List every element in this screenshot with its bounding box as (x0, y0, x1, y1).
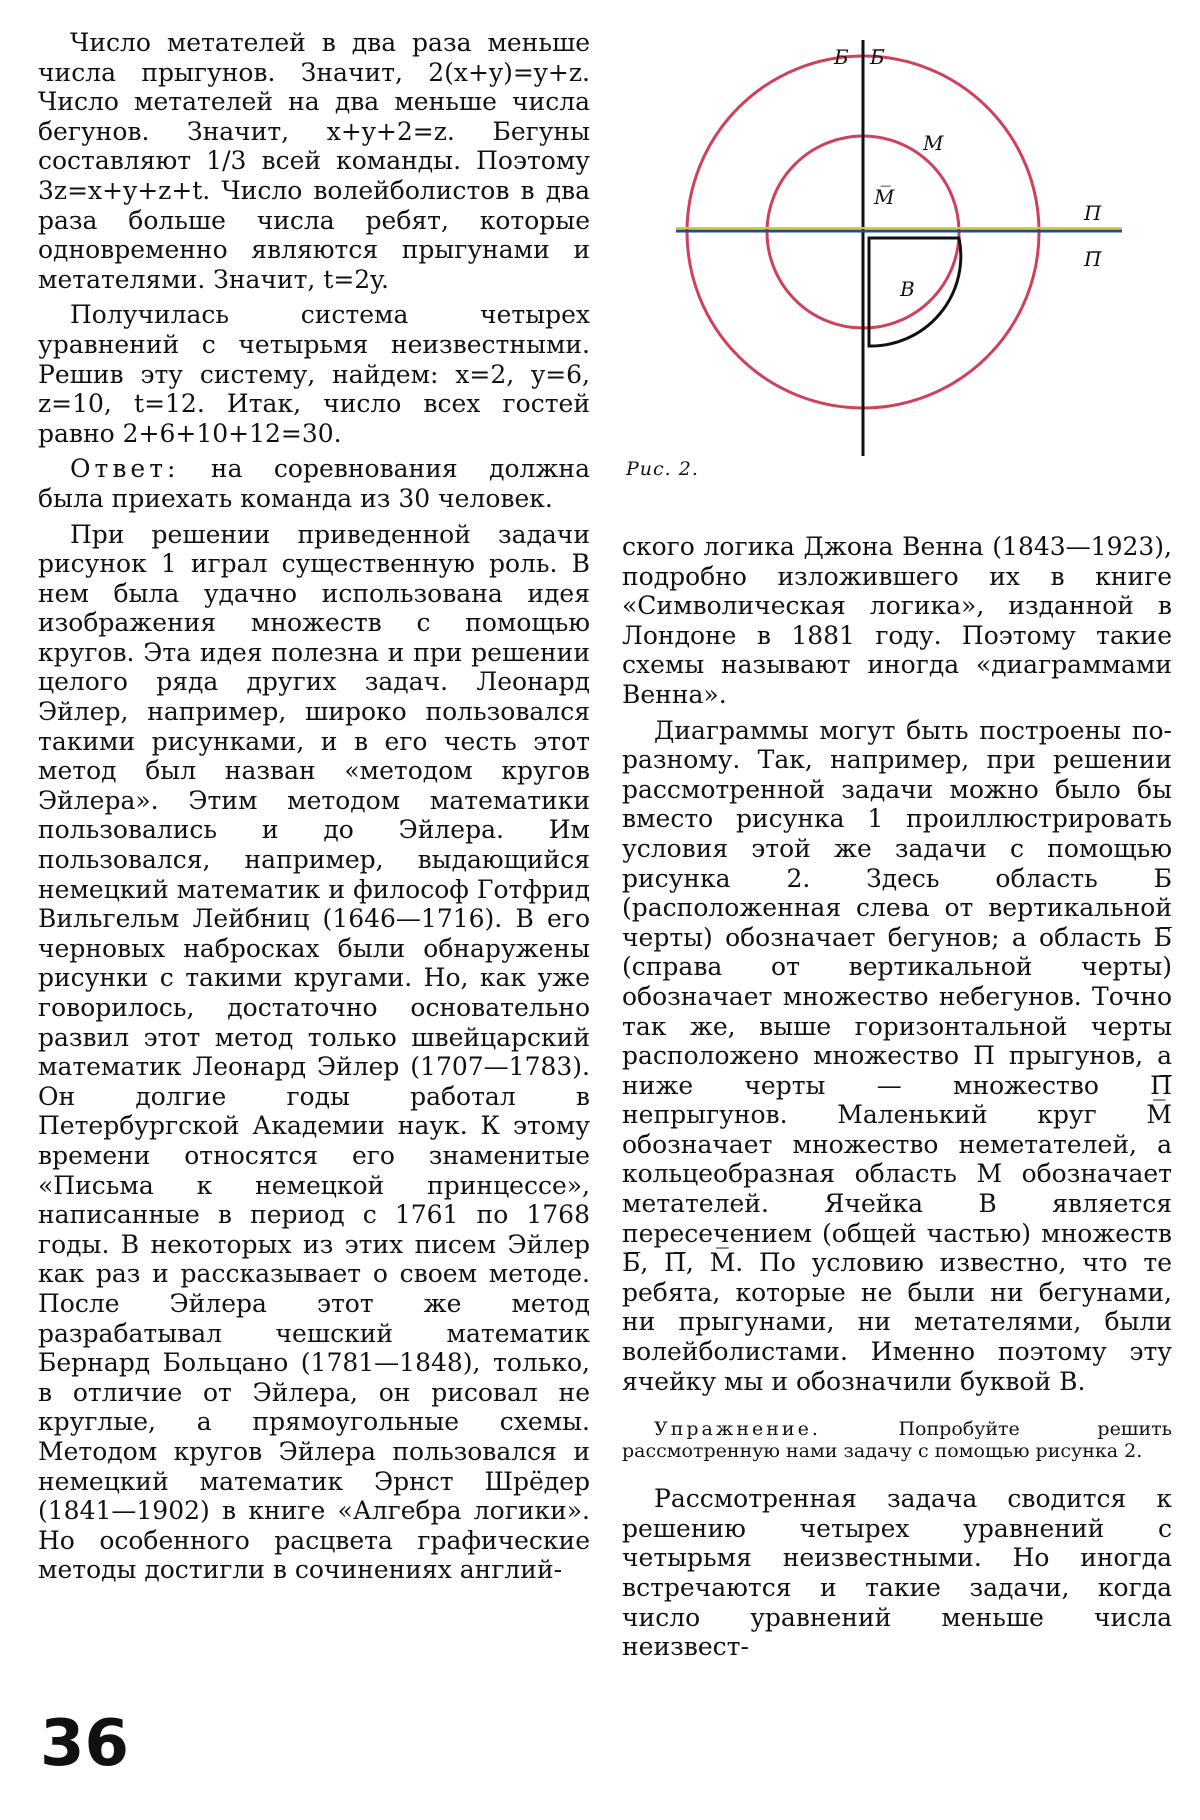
exercise-note (622, 1418, 1172, 1462)
paragraph-venn-continuation: ского логика Джона Венна (1843—1923), подробно изложившего их в книге «Символическая логика», изданной в Лондоне в 1881 году. Поэтому такие схемы называют иногда «диаграммами Венна». (622, 532, 1172, 709)
exercise-label: Упражнение. (654, 1418, 821, 1441)
paragraph-euler-history: При решении приведенной задачи рисунок 1 играл существенную роль. В нем была удачно использована идея изображения множеств с помощью кругов. Эта идея полезна и при решении целого ряда других задач. Леонард Эйлер, например, широко пользовался такими рисунками, и в его честь этот метод был назван «методом кругов Эйлера». Этим методом математики пользовались и до Эйлера. Им пользовался, например, выдающийся немецкий математик и философ Готфрид Вильгельм Лейбниц (1646—1716). В его черновых набросках были обнаружены рисунки с такими кругами. Но, как уже говорилось, достаточно основательно развил этот метод только швейцарский математик Леонард Эйлер (1707—1783). Он долгие годы работал в Петербургской Академии наук. К этому времени относятся его знаменитые «Письма к немецкой принцессе», написанные в период с 1761 по 1768 годы. В некоторых из этих писем Эйлер как раз и рассказывает о своем методе. После Эйлера этот же метод разрабатывал чешский математик Бернард Больцано (1781—1848), только, в отличие от Эйлера, он рисовал не круглые, а прямоугольные схемы. Методом кругов Эйлера пользовался и немецкий математик Эрнст Шрёдер (1841—1902) в книге «Алгебра логики». Но особенного расцвета графические методы достигли в сочинениях англий- (38, 519, 590, 1585)
answer-label: Ответ: (70, 454, 180, 484)
label-b-left: Б (834, 45, 849, 69)
label-p-bar: П̅ (1084, 247, 1102, 271)
cell-v-sector (869, 238, 961, 346)
venn-diagram-figure (610, 20, 1170, 500)
label-m-bar: M̅ (874, 185, 895, 209)
label-v: В (900, 277, 915, 301)
figure-caption: Рис. 2. (626, 458, 699, 480)
page-number: 36 (40, 1707, 130, 1781)
right-column (622, 532, 1172, 1668)
label-m: M (923, 131, 944, 155)
answer-text: на соревнования должна была приехать команда из 30 человек. (38, 454, 590, 513)
paragraph-diagram-explanation: Диаграммы могут быть построены по-разному. Так, например, при решении рассмотренной задачи можно было бы вместо рисунка 1 проиллюстрировать условия этой же задачи с помощью рисунка 2. Здесь область Б (расположенная слева от вертикальной черты) обозначает бегунов; а область Б̅ (справа от вертикальной черты) обозначает множество небегунов. Точно так же, выше горизонтальной черты расположено множество П прыгунов, а ниже черты — множество П̅ непрыгунов. Маленький круг M̅ обозначает множество неметателей, а кольцеобразная область M обозначает метателей. Ячейка В является пересечением (общей частью) множеств Б̅, П̅, M̅. По условию известно, что те ребята, которые не были ни бегунами, ни прыгунами, ни метателями, были волейболистами. Именно поэтому эту ячейку мы и обозначили буквой В. (622, 715, 1172, 1396)
label-b-right: Б̅ (870, 45, 885, 69)
paragraph-answer (38, 454, 590, 513)
label-p: П (1084, 201, 1102, 225)
paragraph-solution: Получилась система четырех уравнений с четырьмя неизвестными. Решив эту систему, найдем: x=2, y=6, z=10, t=12. Итак, число всех гостей равно 2+6+10+12=30. (38, 300, 590, 448)
paragraph-equations-summary: Рассмотренная задача сводится к решению четырех уравнений с четырьмя неизвестными. Но иногда встречаются и такие задачи, когда число уравнений меньше числа неизвест- (622, 1484, 1172, 1662)
paragraph-equations: Число метателей в два раза меньше числа прыгунов. Значит, 2(x+y)=y+z. Число метателей на два меньше числа бегунов. Значит, x+y+2=z. Бегуны составляют 1/3 всей команды. Поэтому 3z=x+y+z+t. Число волейболистов в два раза больше числа ребят, которые одновременно являются прыгунами и метателями. Значит, t=2y. (38, 28, 590, 294)
exercise-text: Попробуйте решить рассмотренную нами задачу с помощью рисунка 2. (622, 1418, 1172, 1463)
left-column (38, 28, 590, 1591)
